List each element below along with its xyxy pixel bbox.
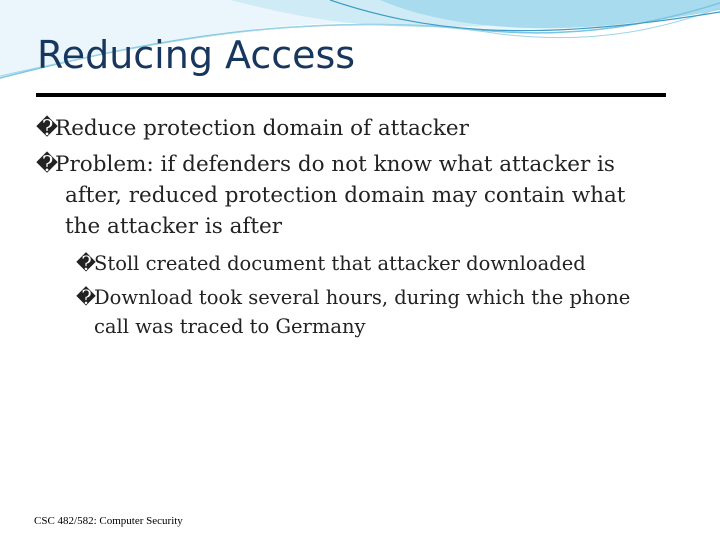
subbullet-text: Stoll created document that attacker downloaded	[94, 252, 586, 275]
subbullet-marker: �	[76, 252, 96, 275]
bullet-text-continuation: after, reduced protection domain may contain what	[65, 183, 626, 208]
bullet-text: Reduce protection domain of attacker	[55, 116, 469, 141]
bullet-item	[36, 113, 676, 144]
subbullet-item	[76, 283, 676, 341]
bullet-text: Problem: if defenders do not know what attacker is	[55, 152, 615, 177]
bullet-marker: �	[36, 116, 59, 141]
subbullet-text: Download took several hours, during which the phone	[94, 286, 631, 309]
subbullet-item	[76, 249, 676, 278]
title-underline	[36, 93, 666, 97]
subbullet-marker: �	[76, 286, 96, 309]
slide-title: Reducing Access	[37, 33, 356, 77]
slide-footer: CSC 482/582: Computer Security	[34, 515, 183, 527]
bullet-text-continuation: the attacker is after	[65, 214, 283, 239]
subbullet-text-continuation: call was traced to Germany	[94, 315, 366, 338]
bullet-marker: �	[36, 152, 59, 177]
bullet-item	[36, 149, 676, 242]
